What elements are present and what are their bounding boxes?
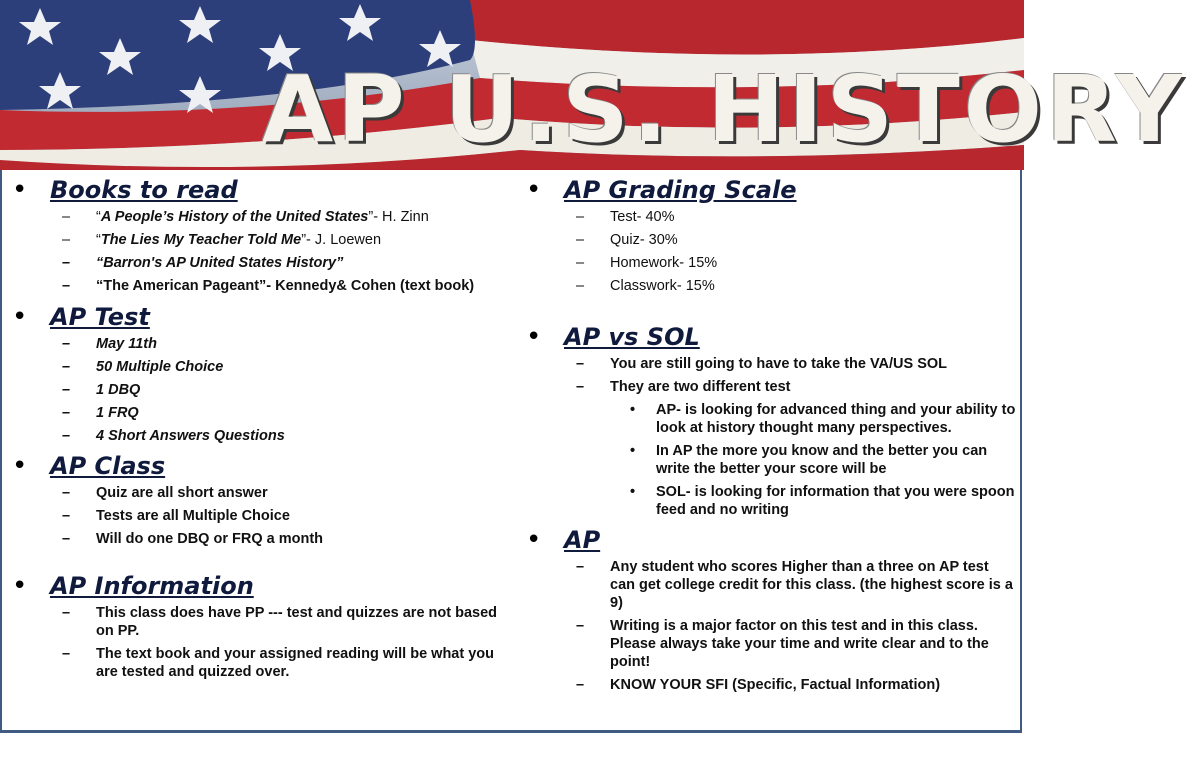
left-column: [12, 174, 512, 686]
right-column: [526, 174, 1020, 699]
dash-icon: –: [576, 232, 585, 248]
bullet-icon: •: [526, 322, 542, 352]
class-section: [12, 450, 512, 548]
list-item: – KNOW YOUR SFI (Specific, Factual Information): [576, 677, 941, 693]
dash-icon: –: [62, 232, 71, 248]
bullet-icon: •: [12, 175, 28, 205]
test-list: [12, 335, 512, 445]
section-heading: AP vs SOL: [564, 323, 700, 351]
sub-list-item: • SOL- is looking for information that you were spoon feed and no writing: [630, 484, 1015, 518]
dot-icon: •: [630, 443, 636, 459]
dash-icon: –: [62, 359, 71, 375]
list-item: – 4 Short Answers Questions: [62, 428, 285, 444]
dash-icon: –: [62, 508, 71, 524]
dash-icon: –: [62, 278, 71, 294]
vs-list: [526, 355, 1020, 396]
dash-icon: –: [62, 646, 71, 662]
bullet-icon: •: [526, 525, 542, 555]
list-item: – “The American Pageant”- Kennedy& Cohen (text book): [62, 278, 475, 294]
section-heading: AP Grading Scale: [564, 176, 797, 204]
sub-list-item: • In AP the more you know and the better you can write the better your score will be: [630, 443, 988, 477]
list-item: – May 11th: [62, 336, 157, 352]
class-list: [12, 484, 512, 548]
list-item: – 50 Multiple Choice: [62, 359, 224, 375]
dot-icon: •: [630, 484, 636, 500]
dash-icon: –: [62, 428, 71, 444]
list-item: – Test- 40%: [576, 209, 675, 225]
ap-list: [526, 558, 1020, 694]
bullet-icon: •: [526, 175, 542, 205]
dash-icon: –: [576, 559, 585, 575]
section-heading: AP Information: [50, 572, 254, 600]
section-heading: Books to read: [50, 176, 238, 204]
list-item: – This class does have PP --- test and quizzes are not based on PP.: [62, 605, 498, 639]
ap-section: [526, 524, 1020, 694]
dash-icon: –: [576, 209, 585, 225]
info-section: [12, 570, 512, 681]
bullet-icon: •: [12, 451, 28, 481]
list-item: – Any student who scores Higher than a three on AP test can get college credit for this class. (the highest score is a 9): [576, 559, 1013, 611]
dash-icon: –: [576, 379, 585, 395]
dot-icon: •: [630, 402, 636, 418]
bullet-icon: •: [12, 302, 28, 332]
dash-icon: –: [62, 209, 71, 225]
list-item: – The text book and your assigned reading will be what you are tested and quizzed over.: [62, 646, 495, 680]
list-item: – They are two different test: [576, 379, 791, 395]
list-item: – Writing is a major factor on this test and in this class. Please always take your time and write clear and to the point!: [576, 618, 989, 670]
list-item: – 1 FRQ: [62, 405, 139, 421]
dash-icon: –: [62, 485, 71, 501]
vs-sublist: [526, 401, 1020, 519]
grading-list: [526, 208, 1020, 295]
slide-body: [0, 170, 1022, 733]
dash-icon: –: [62, 336, 71, 352]
books-section: [12, 174, 512, 295]
list-item: – You are still going to have to take the VA/US SOL: [576, 356, 948, 372]
title-banner: [0, 0, 1186, 170]
section-heading: AP Test: [50, 303, 150, 331]
dash-icon: –: [576, 278, 585, 294]
dash-icon: –: [62, 382, 71, 398]
list-item: – “Barron's AP United States History”: [62, 255, 344, 271]
list-item: – Quiz are all short answer: [62, 485, 268, 501]
vs-section: [526, 321, 1020, 519]
section-heading: AP: [564, 526, 601, 554]
list-item: – Tests are all Multiple Choice: [62, 508, 290, 524]
banner-title: AP U.S. HISTORY: [262, 56, 1186, 163]
list-item: – Homework- 15%: [576, 255, 718, 271]
section-heading: AP Class: [50, 452, 166, 480]
dash-icon: –: [62, 531, 71, 547]
dash-icon: –: [62, 255, 71, 271]
list-item: – Quiz- 30%: [576, 232, 678, 248]
sub-list-item: • AP- is looking for advanced thing and your ability to look at history thought many perspectives.: [630, 402, 1016, 436]
books-list: [12, 208, 512, 295]
bullet-icon: •: [12, 571, 28, 601]
dash-icon: –: [576, 677, 585, 693]
grading-section: [526, 174, 1020, 295]
list-item: – Classwork- 15%: [576, 278, 715, 294]
dash-icon: –: [576, 255, 585, 271]
test-section: [12, 301, 512, 445]
dash-icon: –: [576, 356, 585, 372]
info-list: [12, 604, 512, 681]
dash-icon: –: [62, 605, 71, 621]
dash-icon: –: [576, 618, 585, 634]
list-item: – “The Lies My Teacher Told Me”- J. Loewen: [62, 232, 382, 248]
list-item: – Will do one DBQ or FRQ a month: [62, 531, 324, 547]
list-item: – 1 DBQ: [62, 382, 141, 398]
dash-icon: –: [62, 405, 71, 421]
list-item: – “A People’s History of the United States”- H. Zinn: [62, 209, 429, 225]
